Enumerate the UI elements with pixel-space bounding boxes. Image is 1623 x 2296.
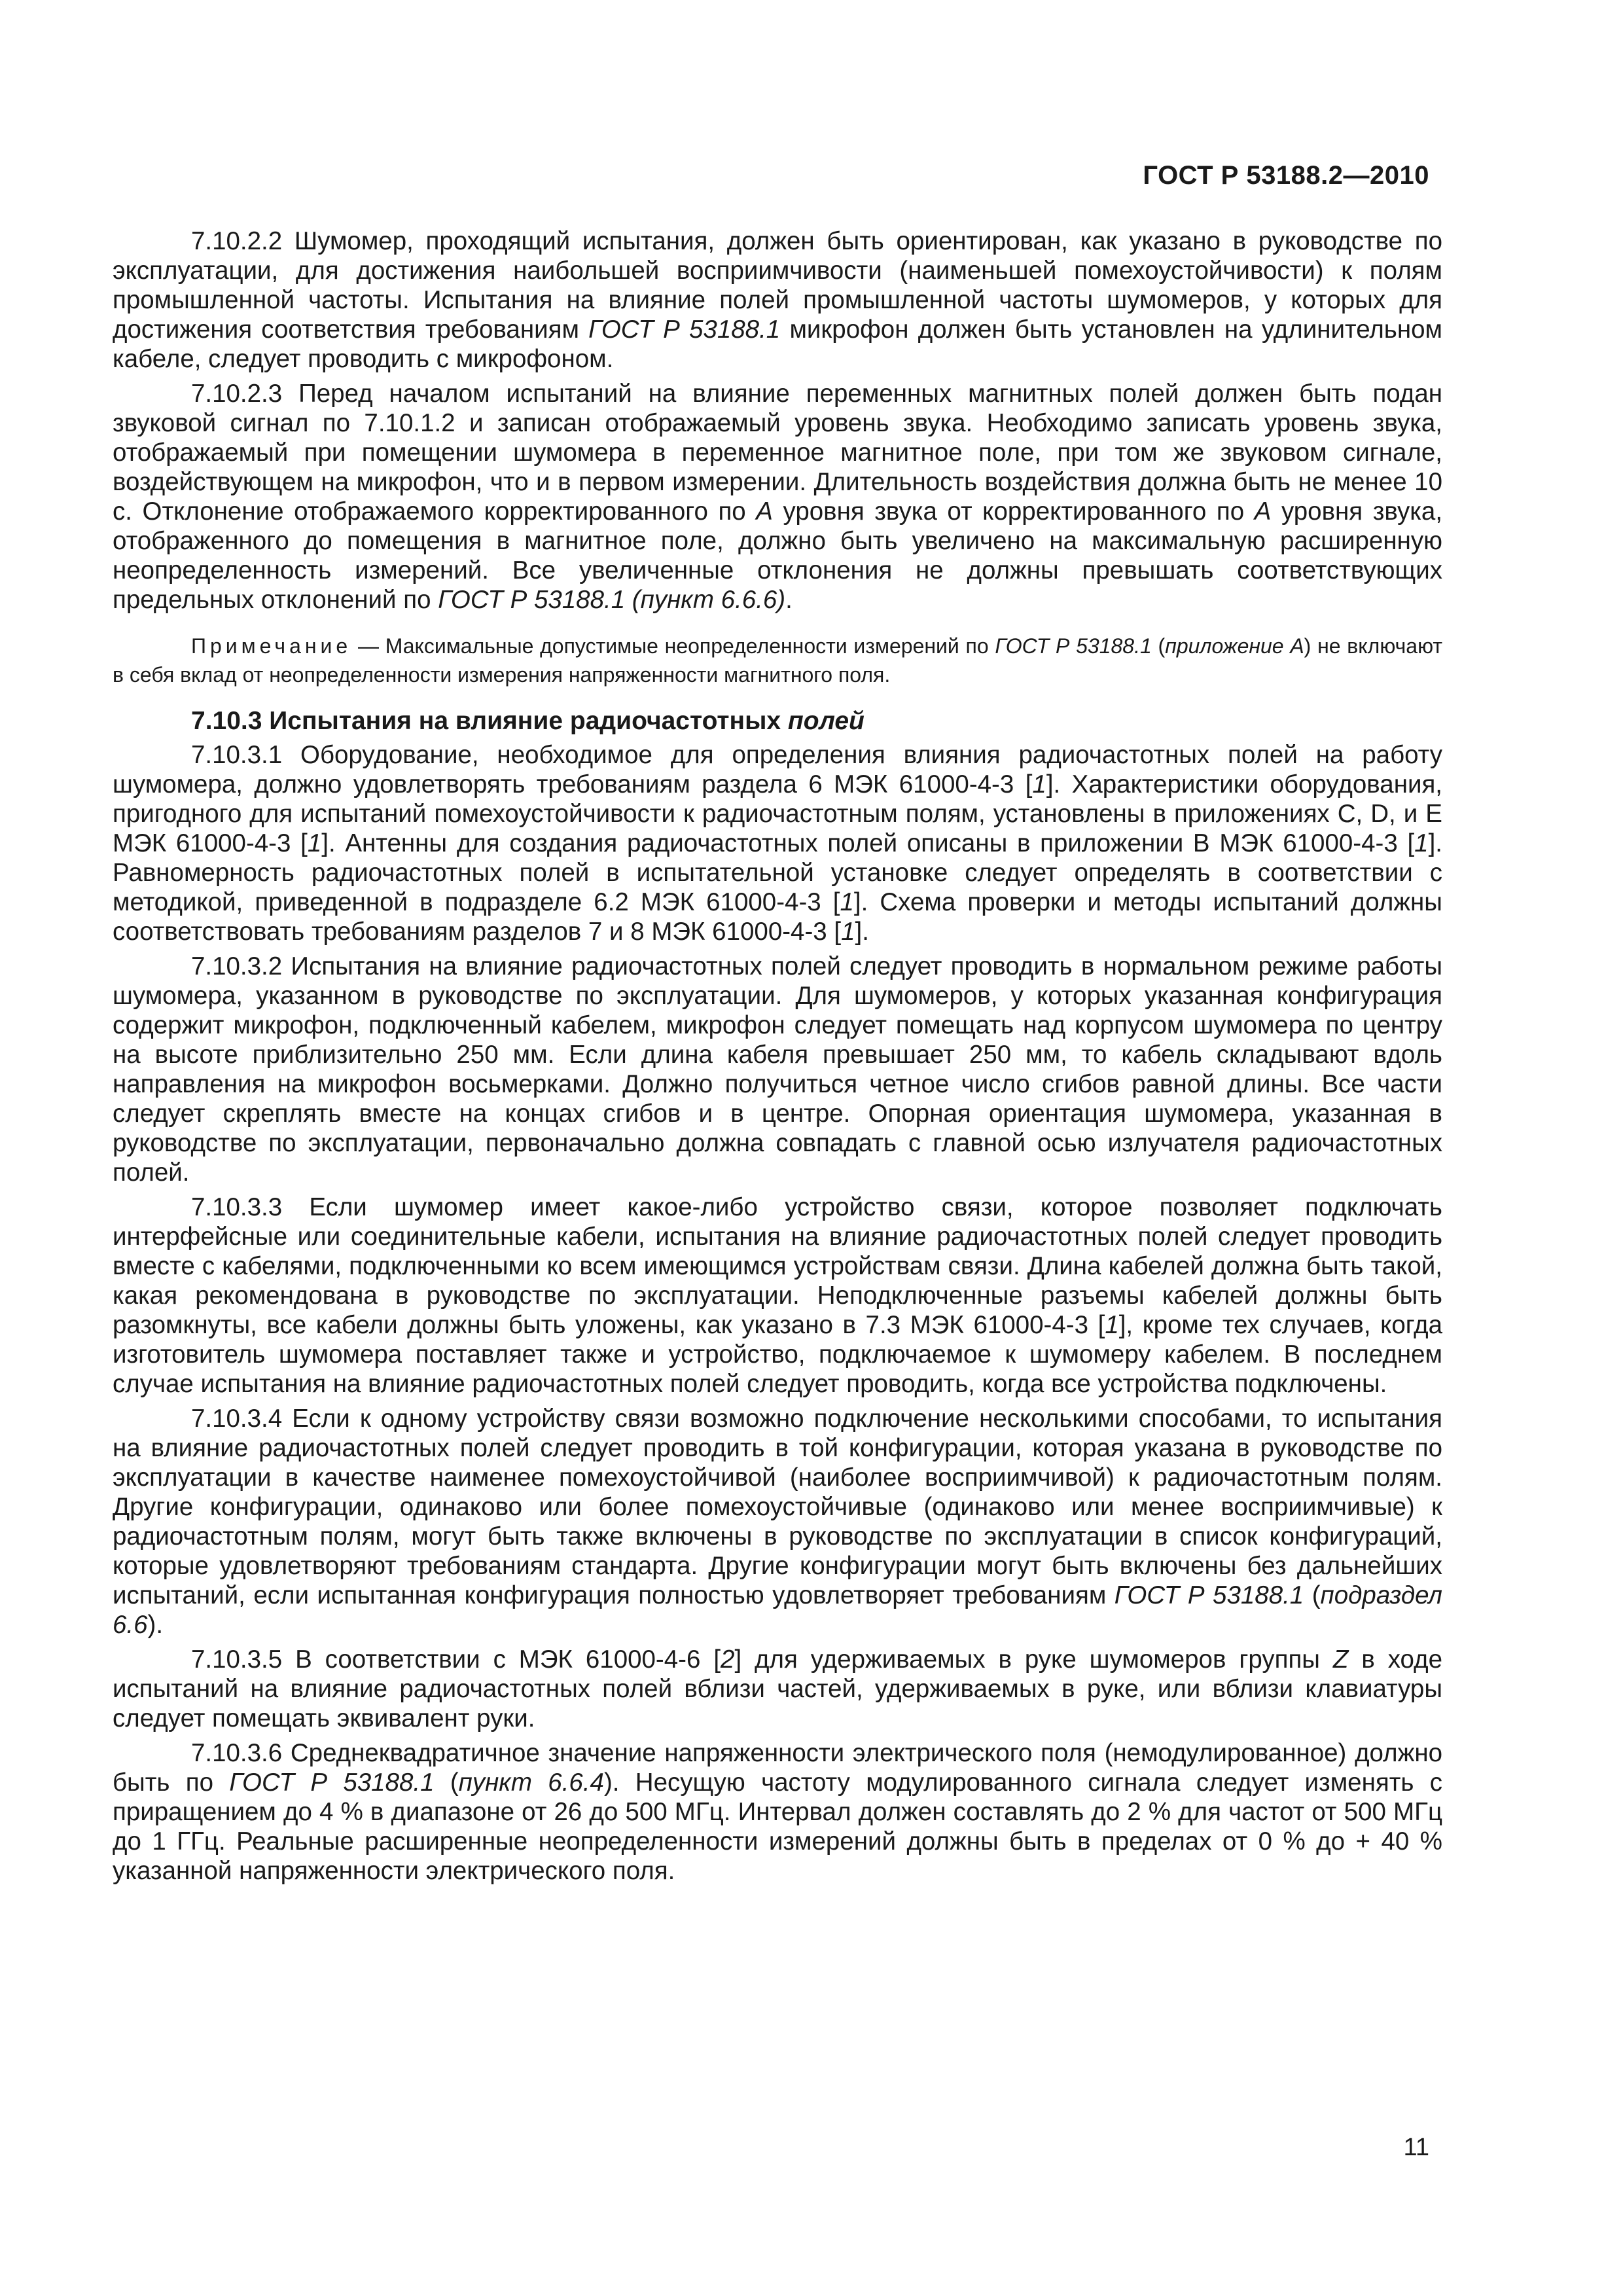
text-run: уровня звука от корректированного по (772, 497, 1255, 526)
text-run: ). Несущую частоту модулированного сигнала следует изменять с приращением до 4 % в диапазоне от 26 до 500 МГц. Интервал должен составлять до 2 % для частот от 500 МГц до 1 ГГц. Реальные расширенные неопределенности измерений должны быть в пределах от 0 % до + 40 % указанной напряженности электрического поля. (113, 1768, 1442, 1885)
text-run: 7.10.3.6 Среднеквадратичное значение напряженности электрического поля (немодулированное) должно быть по (113, 1739, 1442, 1797)
bibliography-reference: 1 (307, 829, 322, 857)
text-run: ]. (855, 918, 869, 946)
section-heading-7-10-3 (113, 706, 1442, 736)
clause-reference: пункт 6.6.4 (458, 1768, 604, 1797)
text-run: ). (147, 1611, 164, 1639)
text-run: уровня звука, отображенного до помещения в магнитное поле, должно быть увеличено на максимальную расширенную неопределенность измерений. Все увеличенные отклонения не должны превышать соответствующих предельных отклонений по (113, 497, 1443, 614)
paragraph-7-10-2-2 (113, 226, 1442, 374)
heading-text-italic: полей (787, 707, 865, 735)
subsection-reference: подраздел 6.6 (113, 1581, 1442, 1639)
note-paragraph (113, 632, 1442, 689)
text-run: ( (1151, 634, 1166, 658)
text-run: ]. Схема проверки и методы испытаний должны соответствовать требованиям разделов 7 и 8 МЭК 61000-4-3 [ (113, 888, 1442, 946)
text-run: 7.10.3.3 Если шумомер имеет какое-либо устройство связи, которое позволяет подключать интерфейсные или соединительные кабели, испытания на влияние радиочастотных полей следует проводить вместе с кабелями, подключенными ко всем имеющимся устройствам связи. Длина кабелей должна быть такой, какая рекомендована в руководстве по эксплуатации. Неподключенные разъемы кабелей должны быть разомкнуты, все кабели должны быть уложены, как указано в 7.3 МЭК 61000-4-3 [ (113, 1193, 1442, 1339)
text-run: ) не включают в себя вклад от неопределенности измерения напряженности магнитного поля. (113, 634, 1443, 687)
text-run: ( (434, 1768, 459, 1797)
text-run: 7.10.2.2 Шумомер, проходящий испытания, должен быть ориентирован, как указано в руководстве по эксплуатации, для достижения наибольшей восприимчивости (наименьшей помехоустойчивости) к полям промышленной частоты. Испытания на влияние полей промышленной частоты шумомеров, у которых для достижения соответствия требованиям (113, 227, 1442, 344)
bibliography-reference: 1 (1414, 829, 1429, 857)
appendix-reference: приложение А (1165, 634, 1304, 658)
text-run: ]. Антенны для создания радиочастотных полей описаны в приложении В МЭК 61000-4-3 [ (321, 829, 1415, 857)
text-run: ]. Равномерность радиочастотных полей в испытательной установке следует определять в соответствии с методикой, приведенной в подразделе 6.2 МЭК 61000-4-3 [ (113, 829, 1442, 916)
paragraph-7-10-3-2: 7.10.3.2 Испытания на влияние радиочастотных полей следует проводить в нормальном режиме работы шумомера, указанном в руководстве по эксплуатации. Для шумомеров, у которых указанная конфигурация содержит микрофон, подключенный кабелем, микрофон следует помещать над корпусом шумомера по центру на высоте приблизительно 250 мм. Если длина кабеля превышает 250 мм, то кабель складывают вдоль направления на микрофон восьмерками. Должно получиться четное число сгибов равной длины. Все части следует скреплять вместе на концах сгибов и в центре. Опорная ориентация шумомера, указанная в руководстве по эксплуатации, первоначально должна совпадать с главной осью излучателя радиочастотных полей. (113, 952, 1442, 1187)
text-run: в ходе испытаний на влияние радиочастотных полей вблизи частей, удерживаемых в руке, или вблизи клавиатуры следует помещать эквивалент руки. (113, 1645, 1443, 1732)
text-run: микрофон должен быть установлен на удлинительном кабеле, следует проводить с микрофоном. (113, 315, 1442, 373)
document-body (113, 226, 1442, 1891)
bibliography-reference: 1 (1105, 1311, 1119, 1339)
paragraph-7-10-2-3 (113, 379, 1442, 615)
paragraph-7-10-3-4 (113, 1404, 1442, 1640)
paragraph-7-10-3-3 (113, 1193, 1442, 1399)
text-run: . (785, 586, 793, 614)
heading-text: 7.10.3 Испытания на влияние радиочастотных (191, 707, 788, 735)
paragraph-7-10-3-6 (113, 1738, 1442, 1886)
paragraph-7-10-3-1 (113, 740, 1442, 946)
text-run: ] для удерживаемых в руке шумомеров группы (734, 1645, 1333, 1674)
bibliography-reference: 2 (721, 1645, 735, 1674)
standard-reference: ГОСТ Р 53188.1 (1114, 1581, 1304, 1609)
standard-reference: ГОСТ Р 53188.1 (995, 634, 1152, 658)
paragraph-7-10-3-5 (113, 1645, 1442, 1733)
bibliography-reference: 1 (1032, 770, 1046, 798)
standard-reference: ГОСТ Р 53188.1 (пункт 6.6.6) (438, 586, 786, 614)
note-label: Примечание (191, 634, 352, 658)
bibliography-reference: 1 (840, 888, 854, 916)
page-number: 11 (1403, 2134, 1429, 2161)
group-symbol: Z (1332, 1645, 1349, 1674)
text-run: 7.10.3.1 Оборудование, необходимое для определения влияния радиочастотных полей на работу шумомера, должно удовлетворять требованиям раздела 6 МЭК 61000-4-3 [ (113, 741, 1442, 798)
text-run: ], кроме тех случаев, когда изготовитель шумомера поставляет также и устройство, подключаемое к шумомеру кабелем. В последнем случае испытания на влияние радиочастотных полей следует проводить, когда все устройства подключены. (113, 1311, 1443, 1398)
text-run: 7.10.3.5 В соответствии с МЭК 61000-4-6 [ (191, 1645, 721, 1674)
text-run: 7.10.3.4 Если к одному устройству связи возможно подключение несколькими способами, то испытания на влияние радиочастотных полей следует проводить в той конфигурации, которая указана в руководстве по эксплуатации в качестве наименее помехоустойчивой (наиболее восприимчивой) к радиочастотным полям. Другие конфигурации, одинаково или более помехоустойчивые (одинаково или менее восприимчивые) к радиочастотным полям, могут быть также включены в руководстве по эксплуатации в список конфигураций, которые удовлетворяют требованиям стандарта. Другие конфигурации могут быть включены без дальнейших испытаний, если испытанная конфигурация полностью удовлетворяет требованиям (113, 1405, 1442, 1609)
text-run: ( (1304, 1581, 1321, 1609)
standard-reference: ГОСТ Р 53188.1 (229, 1768, 435, 1797)
weighting-symbol: А (1254, 497, 1272, 526)
text-run: ]. Характеристики оборудования, пригодного для испытаний помехоустойчивости к радиочастотным полям, установлены в приложениях С, D, и Е МЭК 61000-4-3 [ (113, 770, 1442, 857)
text-run: 7.10.2.3 Перед началом испытаний на влияние переменных магнитных полей должен быть подан звуковой сигнал по 7.10.1.2 и записан отображаемый уровень звука. Необходимо записать уровень звука, отображаемый при помещении шумомера в переменное магнитное поле, при том же звуковом сигнале, воздействующем на микрофон, что и в первом измерении. Длительность воздействия должна быть не менее 10 с. Отклонение отображаемого корректированного по (113, 380, 1442, 526)
bibliography-reference: 1 (841, 918, 855, 946)
text-run: — Максимальные допустимые неопределенности измерений по (351, 634, 995, 658)
standard-reference: ГОСТ Р 53188.1 (588, 315, 781, 344)
weighting-symbol: А (756, 497, 773, 526)
document-code-header: ГОСТ Р 53188.2—2010 (1143, 161, 1429, 190)
